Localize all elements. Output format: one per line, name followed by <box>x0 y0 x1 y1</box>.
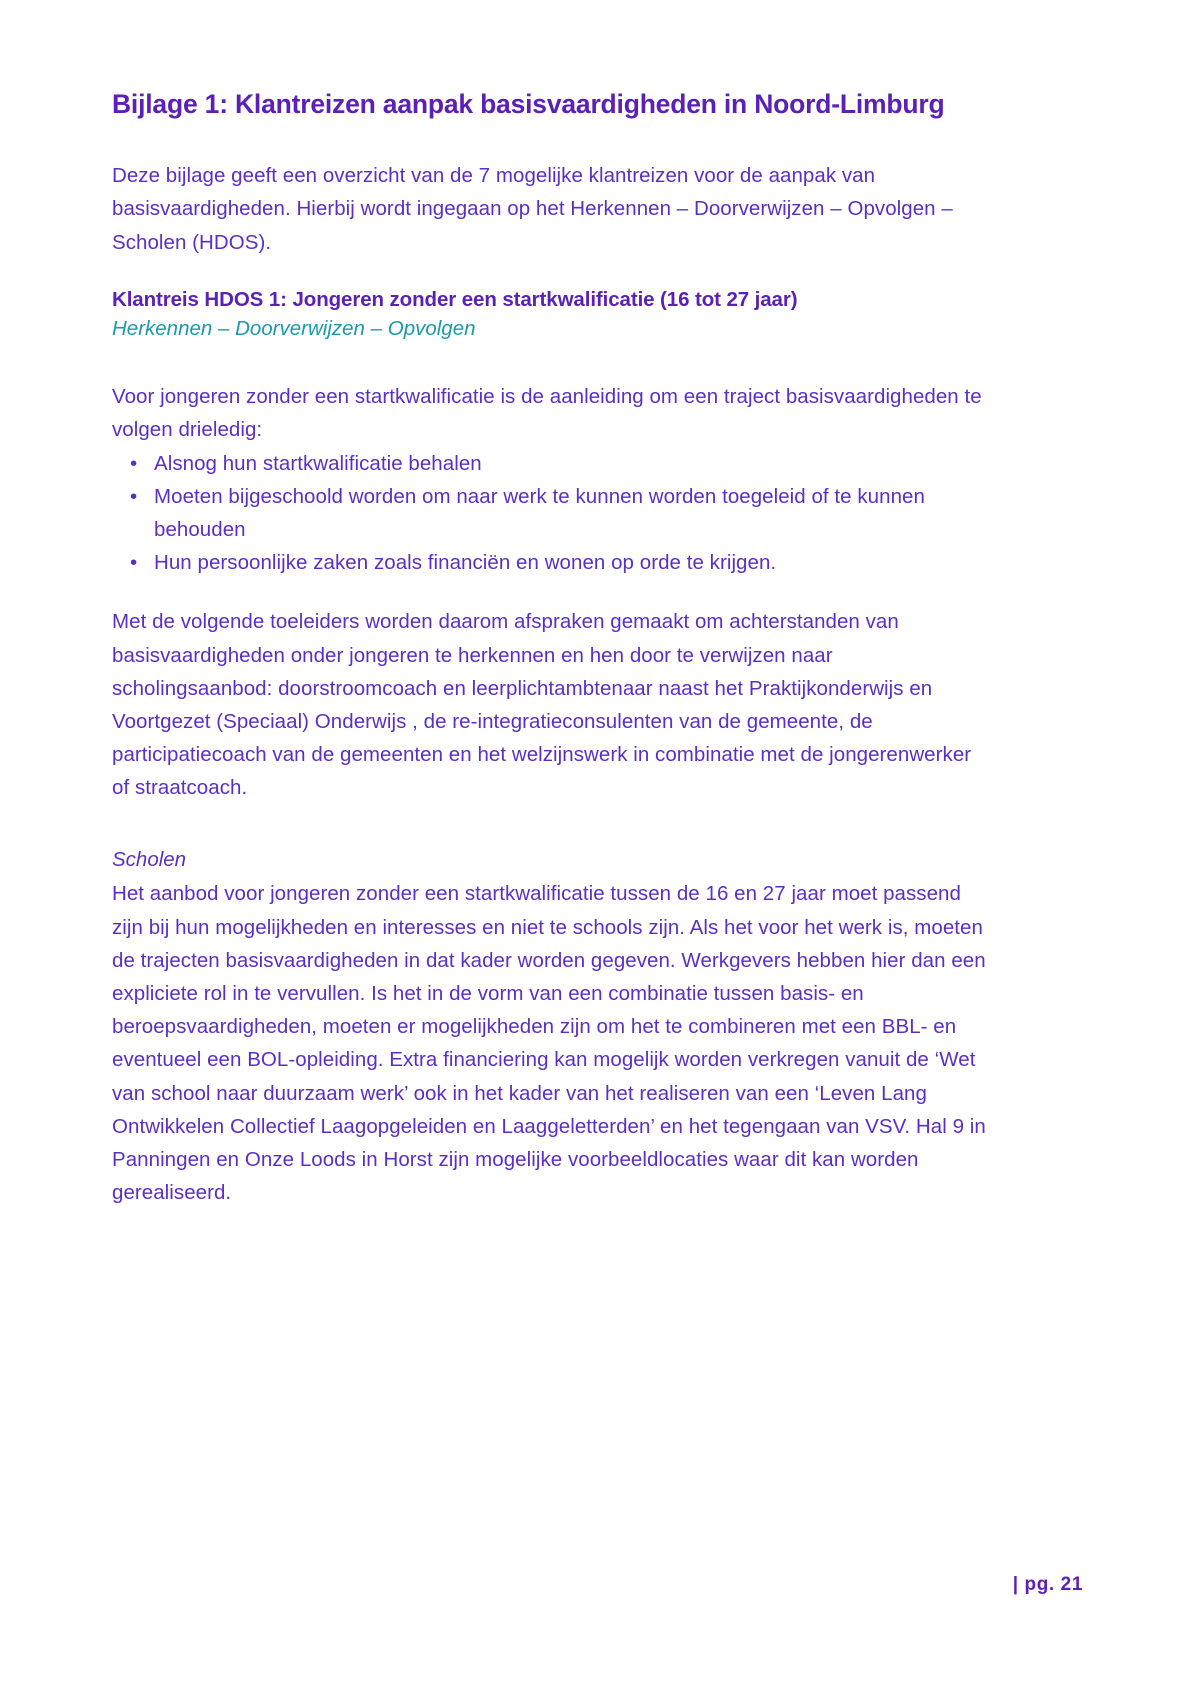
section-heading-klantreis-hdos-1: Klantreis HDOS 1: Jongeren zonder een startkwalificatie (16 tot 27 jaar) <box>112 287 798 311</box>
bullet-icon: • <box>130 484 138 508</box>
list-item-label: Hun persoonlijke zaken zoals financiën en wonen op orde te krijgen. <box>154 551 777 575</box>
toeleiders-paragraph: Met de volgende toeleiders worden daarom afspraken gemaakt om achterstanden van basisvaardigheden onder jongeren te herkennen en hen door te verwijzen naar scholingsaanbod: doorstroomcoach en leerplichtambtenaar naast het Praktijkonderwijs en Voortgezet (Speciaal) Onderwijs , de re-integratieconsulenten van de gemeente, de participatiecoach van de gemeenten en het welzijnswerk in combinatie met de jongerenwerker of straatcoach. <box>112 610 972 800</box>
paragraph-spacer <box>112 831 992 845</box>
list-item <box>112 447 992 480</box>
aanleiding-bullet-list <box>112 447 992 580</box>
bullet-icon: • <box>130 551 138 575</box>
document-body <box>112 88 992 1235</box>
intro-paragraph: Deze bijlage geeft een overzicht van de 7 mogelijke klantreizen voor de aanpak van basisvaardigheden. Hierbij wordt ingegaan op het Herkennen – Doorverwijzen – Opvolgen – Scholen (HDOS). <box>112 164 953 254</box>
page-footer: | pg. 21 <box>1012 1574 1083 1595</box>
list-item <box>112 546 992 579</box>
bullet-icon: • <box>130 451 138 475</box>
scholen-paragraph: Het aanbod voor jongeren zonder een startkwalificatie tussen de 16 en 27 jaar moet passend zijn bij hun mogelijkheden en interesses en niet te schools zijn. Als het voor het werk is, moeten de trajecten basisvaardigheden in dat kader worden gegeven. Werkgevers hebben hier dan een expliciete rol in te vervullen. Is het in de vorm van een combinatie tussen basis- en beroepsvaardigheden, moeten er mogelijkheden zijn om het te combineren met een BBL- en eventueel een BOL-opleiding. Extra financiering kan mogelijk worden verkregen vanuit de ‘Wet van school naar duurzaam werk’ ook in het kader van het realiseren van een ‘Leven Lang Ontwikkelen Collectief Laagopgeleiden en Laaggeletterden’ en het tegengaan van VSV. Hal 9 in Panningen en Onze Loods in Horst zijn mogelijke voorbeeldlocaties waar dit kan worden gerealiseerd. <box>112 882 986 1205</box>
list-item <box>112 480 992 546</box>
list-item-label: Alsnog hun startkwalificatie behalen <box>154 451 482 475</box>
scholen-label: Scholen <box>112 847 187 871</box>
page-title: Bijlage 1: Klantreizen aanpak basisvaardigheden in Noord-Limburg <box>112 89 945 119</box>
section-subheading-herkennen-doorverwijzen-opvolgen: Herkennen – Doorverwijzen – Opvolgen <box>112 317 476 341</box>
lead-paragraph: Voor jongeren zonder een startkwalificatie is de aanleiding om een traject basisvaardigheden te volgen drieledig: <box>112 385 982 442</box>
list-item-label: Moeten bijgeschoold worden om naar werk te kunnen worden toegeleid of te kunnen behouden <box>154 484 925 541</box>
